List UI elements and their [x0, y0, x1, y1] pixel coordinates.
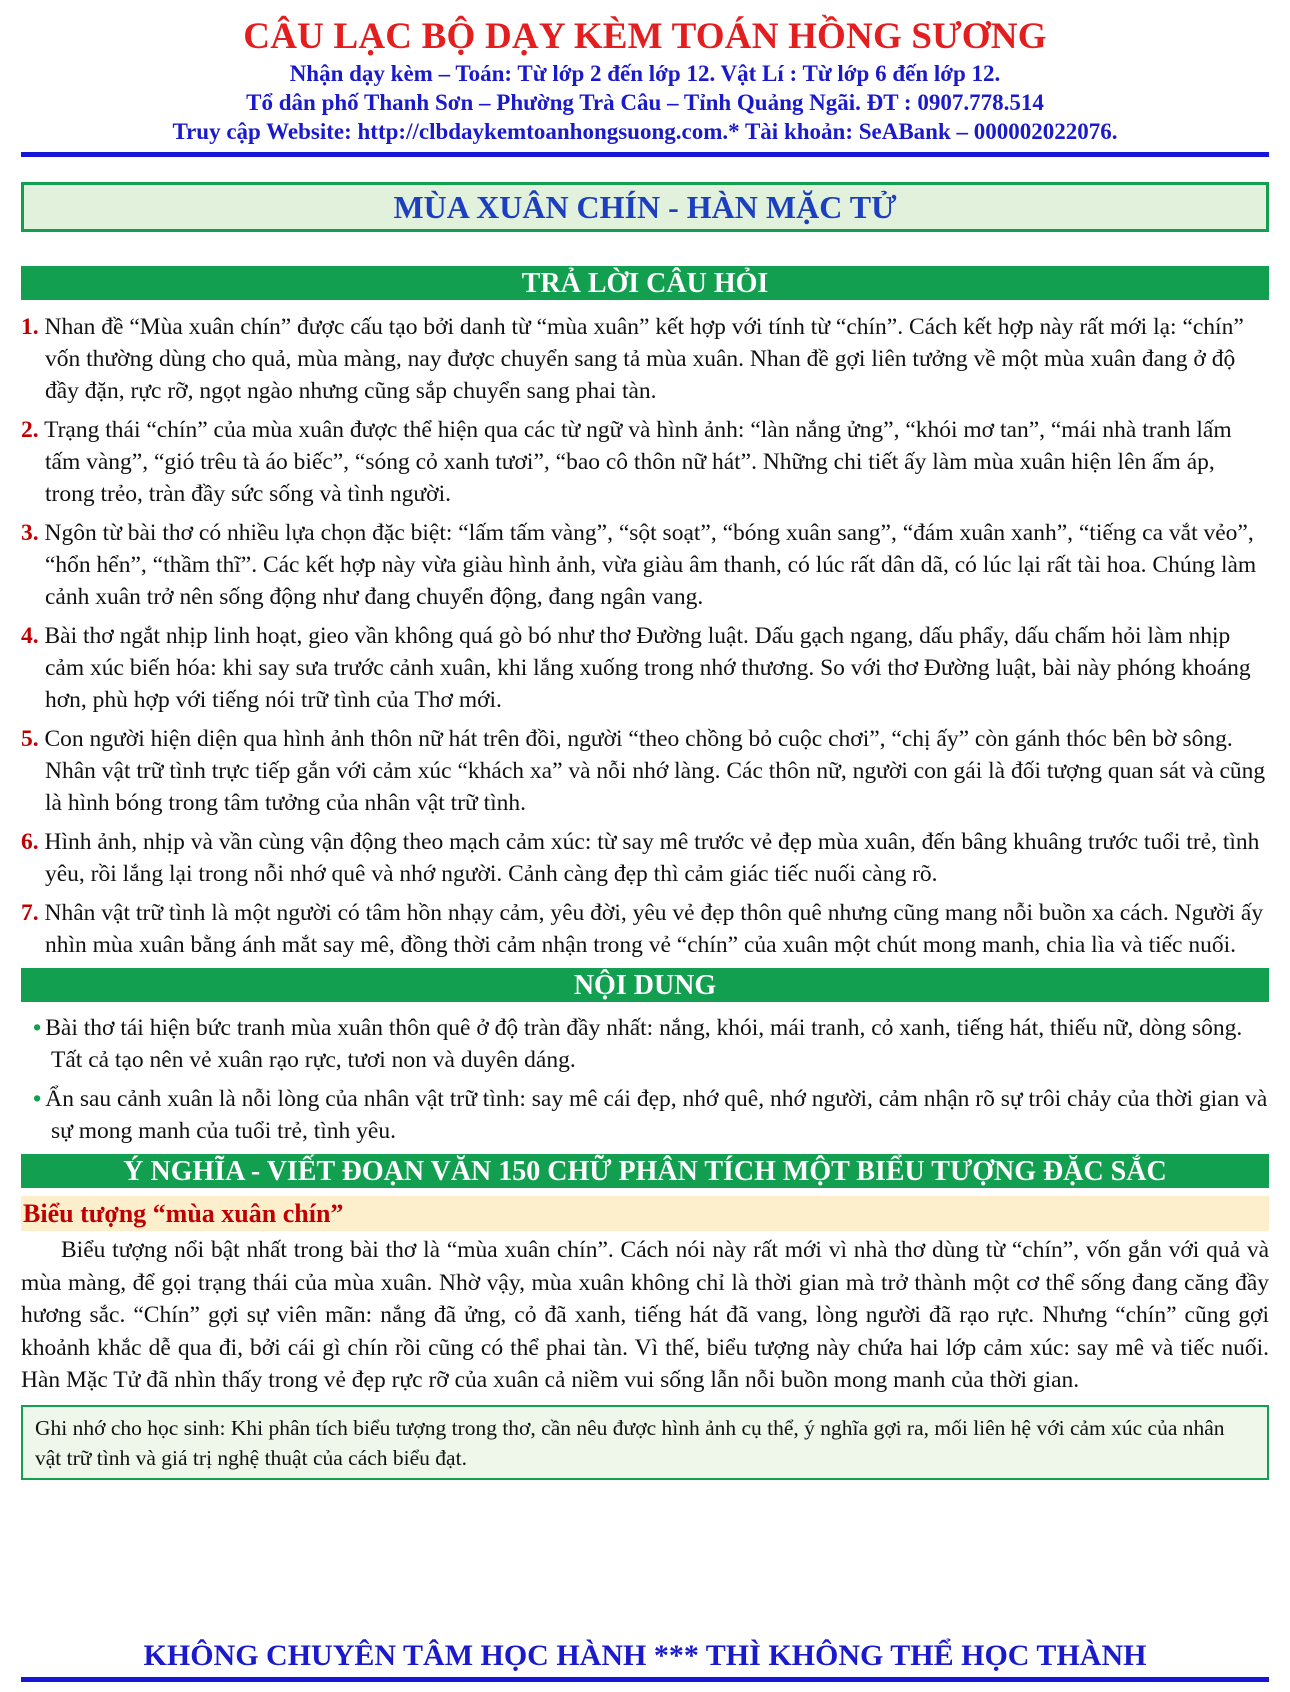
content-item	[21, 1012, 1269, 1076]
answer-item	[21, 620, 1269, 716]
content-list	[21, 1012, 1269, 1147]
answer-number: 3.	[21, 520, 39, 546]
header-divider	[21, 152, 1269, 157]
analysis-paragraph: Biểu tượng nổi bật nhất trong bài thơ là “mùa xuân chín”. Cách nói này rất mới vì nhà thơ dùng từ “chín”, vốn gắn với quả và mùa màng, để gọi trạng thái của mùa xuân. Nhờ vậy, mùa xuân không chỉ là thời gian mà trở thành một cơ thể sống đang căng đầy hương sắc. “Chín” gợi sự viên mãn: nắng đã ửng, cỏ đã xanh, tiếng hát đã vang, lòng người đã rạo rực. Nhưng “chín” cũng gợi khoảnh khắc dễ qua đi, bởi cái gì chín rồi cũng có thể phai tàn. Vì thế, biểu tượng này chứa hai lớp cảm xúc: say mê và tiếc nuối. Hàn Mặc Tử đã nhìn thấy trong vẻ đẹp rực rỡ của xuân cả niềm vui sống lẫn nỗi buồn mong manh của thời gian.	[21, 1237, 1269, 1393]
answer-text: Nhan đề “Mùa xuân chín” được cấu tạo bởi danh từ “mùa xuân” kết hợp với tính từ “chín”. Cách kết hợp này rất mới lạ: “chín” vốn thường dùng cho quả, mùa màng, nay được chuyển sang tả mùa xuân. Nhan đề gợi liên tưởng về một mùa xuân đang ở độ đầy đặn, rực rỡ, ngọt ngào nhưng cũng sắp chuyển sang phai tàn.	[44, 314, 1244, 404]
document-page	[21, 0, 1269, 1480]
answer-item	[21, 897, 1269, 961]
address-line: Tổ dân phố Thanh Sơn – Phường Trà Câu – Tỉnh Quảng Ngãi. ĐT : 0907.778.514	[246, 90, 1044, 115]
letterhead	[21, 15, 1269, 146]
section-heading-meaning: Ý NGHĨA - VIẾT ĐOẠN VĂN 150 CHỮ PHÂN TÍCH MỘT BIỂU TƯỢNG ĐẶC SẮC	[21, 1154, 1269, 1188]
bullet-icon: •	[33, 1015, 42, 1041]
services-line: Nhận dạy kèm – Toán: Từ lớp 2 đến lớp 12. Vật Lí : Từ lớp 6 đến lớp 12.	[289, 61, 1001, 86]
footer-motto: KHÔNG CHUYÊN TÂM HỌC HÀNH *** THÌ KHÔNG THỂ HỌC THÀNH	[143, 1639, 1147, 1672]
student-note-box: Ghi nhớ cho học sinh: Khi phân tích biểu tượng trong thơ, cần nêu được hình ảnh cụ thể, ý nghĩa gợi ra, mối liên hệ với cảm xúc của nhân vật trữ tình và giá trị nghệ thuật của cách biểu đạt.	[21, 1405, 1269, 1480]
club-name: CÂU LẠC BỘ DẠY KÈM TOÁN HỒNG SƯƠNG	[243, 16, 1047, 57]
answer-text: Trạng thái “chín” của mùa xuân được thể hiện qua các từ ngữ và hình ảnh: “làn nắng ửng”, “khói mơ tan”, “mái nhà tranh lấm tấm vàng”, “gió trêu tà áo biếc”, “sóng cỏ xanh tươi”, “bao cô thôn nữ hát”. Những chi tiết ấy làm mùa xuân hiện lên ấm áp, trong trẻo, tràn đầy sức sống và tình người.	[44, 417, 1232, 507]
answer-text: Con người hiện diện qua hình ảnh thôn nữ hát trên đồi, người “theo chồng bỏ cuộc chơi”, “chị ấy” còn gánh thóc bên bờ sông. Nhân vật trữ tình trực tiếp gắn với cảm xúc “khách xa” và nỗi nhớ làng. Các thôn nữ, người con gái là đối tượng quan sát và cũng là hình bóng trong tâm tưởng của nhân vật trữ tình.	[44, 726, 1266, 816]
answer-list	[21, 311, 1269, 961]
answer-item	[21, 311, 1269, 407]
answer-number: 7.	[21, 900, 39, 926]
footer-divider	[21, 1677, 1269, 1682]
answer-number: 5.	[21, 726, 39, 752]
answer-text: Bài thơ ngắt nhịp linh hoạt, gieo vần không quá gò bó như thơ Đường luật. Dấu gạch ngang, dấu phẩy, dấu chấm hỏi làm nhịp cảm xúc biến hóa: khi say sưa trước cảnh xuân, khi lắng xuống trong nhớ thương. So với thơ Đường luật, bài này phóng khoáng hơn, phù hợp với tiếng nói trữ tình của Thơ mới.	[44, 623, 1251, 713]
content-text: Ẩn sau cảnh xuân là nỗi lòng của nhân vật trữ tình: say mê cái đẹp, nhớ quê, nhớ người, cảm nhận rõ sự trôi chảy của thời gian và sự mong manh của tuổi trẻ, tình yêu.	[45, 1086, 1268, 1144]
document-title: MÙA XUÂN CHÍN - HÀN MẶC TỬ	[21, 182, 1269, 232]
answer-text: Ngôn từ bài thơ có nhiều lựa chọn đặc biệt: “lấm tấm vàng”, “sột soạt”, “bóng xuân sang”, “đám xuân xanh”, “tiếng ca vắt vẻo”, “hổn hển”, “thầm thĩ”. Các kết hợp này vừa giàu hình ảnh, vừa giàu âm thanh, có lúc rất dân dã, có lúc lại rất tài hoa. Chúng làm cảnh xuân trở nên sống động như đang chuyển động, đang ngân vang.	[44, 520, 1257, 610]
website-line: Truy cập Website: http://clbdaykemtoanhongsuong.com.* Tài khoản: SeABank – 000002022076.	[172, 119, 1118, 144]
answer-item	[21, 517, 1269, 613]
answer-item	[21, 826, 1269, 890]
bullet-icon: •	[33, 1086, 42, 1112]
answer-item	[21, 723, 1269, 819]
answer-number: 4.	[21, 623, 39, 649]
section-heading-content: NỘI DUNG	[21, 968, 1269, 1002]
answer-number: 1.	[21, 314, 39, 340]
content-item	[21, 1083, 1269, 1147]
answer-number: 6.	[21, 829, 39, 855]
answer-text: Hình ảnh, nhịp và vần cùng vận động theo mạch cảm xúc: từ say mê trước vẻ đẹp mùa xuân, đến bâng khuâng trước tuổi trẻ, tình yêu, rồi lắng lại trong nỗi nhớ quê và nhớ người. Cảnh càng đẹp thì cảm giác tiếc nuối càng rõ.	[44, 829, 1260, 887]
symbol-subheading: Biểu tượng “mùa xuân chín”	[21, 1196, 1269, 1231]
answer-text: Nhân vật trữ tình là một người có tâm hồn nhạy cảm, yêu đời, yêu vẻ đẹp thôn quê nhưng cũng mang nỗi buồn xa cách. Người ấy nhìn mùa xuân bằng ánh mắt say mê, đồng thời cảm nhận trong vẻ “chín” của xuân một chút mong manh, chia lìa và tiếc nuối.	[44, 900, 1264, 958]
answer-number: 2.	[21, 417, 39, 443]
content-text: Bài thơ tái hiện bức tranh mùa xuân thôn quê ở độ tràn đầy nhất: nắng, khói, mái tranh, cỏ xanh, tiếng hát, thiếu nữ, dòng sông. Tất cả tạo nên vẻ xuân rạo rực, tươi non và duyên dáng.	[45, 1015, 1243, 1073]
answer-item	[21, 414, 1269, 510]
section-heading-questions: TRẢ LỜI CÂU HỎI	[21, 266, 1269, 300]
